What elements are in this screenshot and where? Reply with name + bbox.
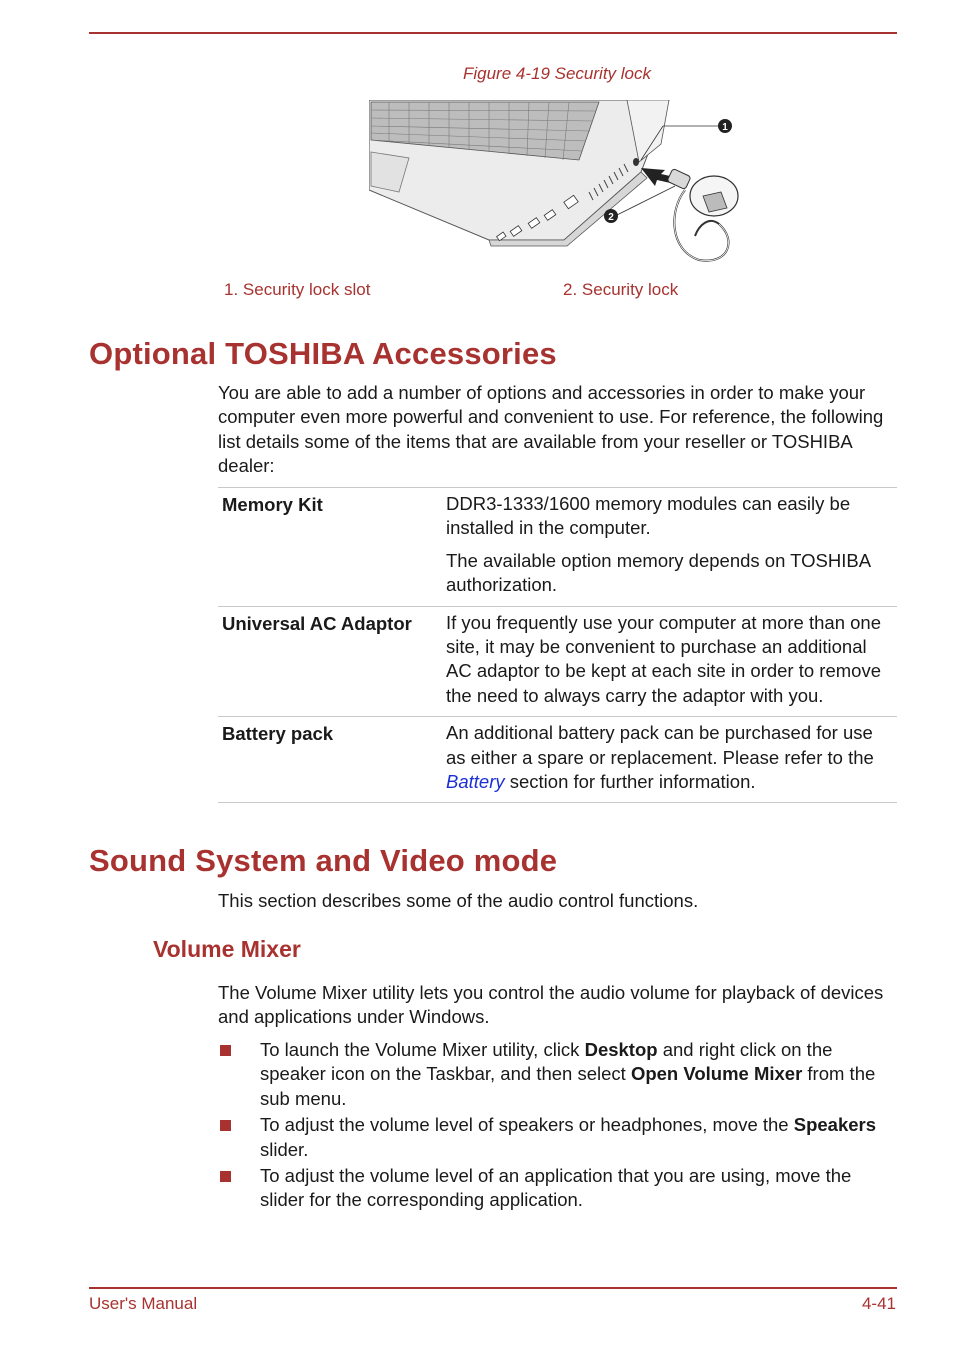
accessories-intro: You are able to add a number of options and accessories in order to make your computer even more powerful and convenient to use. For reference, the following list details some of the items that are available from your reseller or TOSHIBA dealer: xyxy=(218,382,884,477)
table-desc xyxy=(442,717,897,803)
volume-mixer-bullets xyxy=(218,1038,898,1215)
list-item xyxy=(218,1113,898,1162)
footer-rule xyxy=(89,1287,897,1289)
security-lock-illustration xyxy=(369,100,741,268)
list-item xyxy=(218,1164,898,1213)
table-row xyxy=(218,488,897,607)
battery-desc-text: An additional battery pack can be purchased for use as either a spare or replacement. Please refer to the xyxy=(446,722,874,768)
battery-desc-text: section for further information. xyxy=(504,771,756,793)
section-title-accessories: Optional TOSHIBA Accessories xyxy=(89,336,557,371)
bullet-text: To adjust the volume level of an application that you are using, move the slider for the corresponding application. xyxy=(260,1165,852,1211)
sound-intro: This section describes some of the audio control functions. xyxy=(218,890,699,911)
legend-security-lock-slot: 1. Security lock slot xyxy=(224,280,371,299)
table-term: Memory Kit xyxy=(218,488,442,607)
callout-2-label: 2 xyxy=(608,212,614,223)
bullet-square-icon xyxy=(220,1045,231,1056)
bullet-text: To launch the Volume Mixer utility, click xyxy=(260,1039,585,1060)
table-desc-paragraph: The available option memory depends on TOSHIBA authorization. xyxy=(446,549,871,596)
subsection-title-volume-mixer: Volume Mixer xyxy=(153,936,301,962)
figure-caption: Figure 4-19 Security lock xyxy=(462,64,652,83)
table-row xyxy=(218,606,897,717)
table-desc-paragraph: DDR3-1333/1600 memory modules can easily be installed in the computer. xyxy=(446,493,851,539)
table-desc xyxy=(442,606,897,717)
footer-manual-title: User's Manual xyxy=(89,1294,198,1313)
bullet-square-icon xyxy=(220,1120,231,1131)
accessories-table xyxy=(218,487,897,803)
header-rule xyxy=(89,32,897,34)
section-title-sound: Sound System and Video mode xyxy=(89,843,558,878)
bullet-text: To adjust the volume level of speakers or headphones, move the xyxy=(260,1114,794,1136)
callout-1-label: 1 xyxy=(722,122,728,133)
bullet-bold: Open Volume Mixer xyxy=(630,1063,803,1085)
legend-security-lock: 2. Security lock xyxy=(563,280,679,299)
bullet-text: and right click on the speaker icon on the Taskbar, and then select xyxy=(260,1039,833,1085)
battery-link[interactable]: Battery xyxy=(446,771,505,793)
bullet-text: slider. xyxy=(260,1138,309,1160)
table-desc-paragraph: If you frequently use your computer at more than one site, it may be convenient to purchase an additional AC adaptor to be kept at each site in order to remove the need to always carry the adaptor with you. xyxy=(446,611,881,706)
table-row xyxy=(218,717,897,803)
page-number: 4-41 xyxy=(861,1294,896,1313)
table-desc xyxy=(442,488,897,607)
callout-2 xyxy=(604,209,618,223)
bullet-square-icon xyxy=(220,1171,231,1182)
list-item xyxy=(218,1038,898,1111)
bullet-bold: Speakers xyxy=(793,1114,877,1136)
bullet-bold: Desktop xyxy=(584,1039,658,1060)
bullet-text: from the sub menu. xyxy=(260,1063,876,1109)
volume-mixer-intro: The Volume Mixer utility lets you control the audio volume for playback of devices and applications under Windows. xyxy=(218,982,884,1028)
table-term: Battery pack xyxy=(218,717,442,803)
table-desc-paragraph xyxy=(446,721,893,794)
callout-1 xyxy=(718,119,732,133)
table-term: Universal AC Adaptor xyxy=(218,606,442,717)
